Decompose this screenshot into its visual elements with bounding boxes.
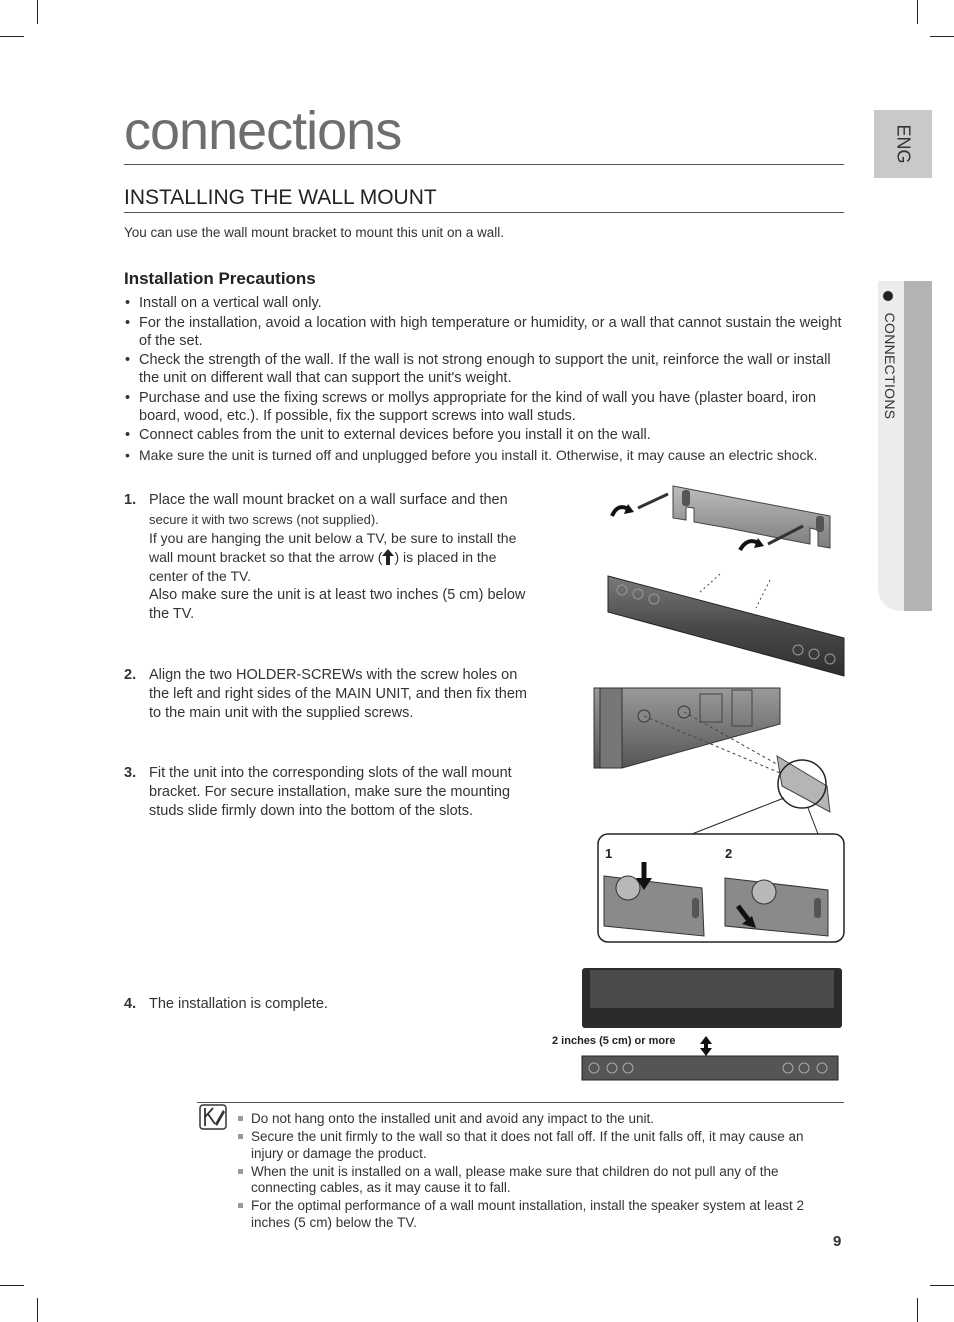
- step-text: Align the two HOLDER-SCREWs with the screw holes on the left and right sides of the MAIN UNIT, and then fix them to the main unit with the supplied screws.: [149, 667, 527, 721]
- double-arrow-icon: [700, 1036, 712, 1056]
- step-text: If you are hanging the unit below a TV, be sure to install the wall mount bracket so that the arrow ( ) is placed in the center of the TV.: [149, 530, 517, 584]
- step-number: 1.: [124, 492, 137, 508]
- section-divider: [124, 212, 844, 213]
- crop-mark: [0, 1285, 24, 1286]
- crop-mark: [917, 0, 918, 24]
- crop-mark: [37, 0, 38, 24]
- language-tab: [874, 110, 932, 178]
- precautions-list: [124, 294, 844, 465]
- notes-divider: [197, 1102, 844, 1103]
- chapter-side-label: CONNECTIONS: [882, 312, 898, 420]
- tv-soundbar-illustration: [580, 966, 844, 1082]
- step-text: Place the wall mount bracket on a wall surface and then: [149, 492, 508, 508]
- language-tab-label: ENG: [893, 124, 914, 164]
- detail-label-1: 1: [605, 846, 613, 861]
- intro-text: You can use the wall mount bracket to mount this unit on a wall.: [124, 225, 504, 240]
- step-4: [124, 995, 534, 1014]
- list-item: • Check the strength of the wall. If the wall is not strong enough to support the unit, reinforce the wall or install the unit on different wall that can support the unit's weight.: [124, 351, 844, 387]
- crop-mark: [917, 1298, 918, 1322]
- step-number: 2.: [124, 667, 137, 683]
- step-3: [124, 764, 534, 821]
- list-item: • For the installation, avoid a location with high temperature or humidity, or a wall that cannot sustain the weight of the set.: [124, 314, 844, 350]
- step-text: Fit the unit into the corresponding slots of the wall mount bracket. For secure installation, make sure the mounting studs slide firmly down into the bottom of the slots.: [149, 765, 512, 819]
- step-1: [124, 491, 534, 624]
- step-number: 3.: [124, 765, 137, 781]
- list-item: • Install on a vertical wall only.: [124, 294, 844, 312]
- list-item: • Make sure the unit is turned off and unplugged before you install it. Otherwise, it may cause an electric shock.: [124, 446, 844, 464]
- precautions-title: Installation Precautions: [124, 269, 316, 288]
- list-item: • Connect cables from the unit to external devices before you install it on the wall.: [124, 426, 844, 444]
- step-text: The installation is complete.: [149, 996, 328, 1012]
- list-item: Secure the unit firmly to the wall so that it does not fall off. If the unit falls off, it may cause an injury or damage the product.: [237, 1129, 827, 1162]
- list-item: • Purchase and use the fixing screws or mollys appropriate for the kind of wall you have (plaster board, iron board, wood, etc.). If possible, fix the support screws into wall studs.: [124, 389, 844, 425]
- step-text: Also make sure the unit is at least two inches (5 cm) below the TV.: [149, 587, 526, 622]
- arrow-up-icon: [382, 549, 394, 565]
- notes-list: [237, 1111, 827, 1233]
- step-number: 4.: [124, 996, 137, 1012]
- step-text: secure it with two screws (not supplied).: [149, 512, 379, 527]
- chapter-bullet-icon: [883, 291, 893, 301]
- page-number: 9: [833, 1233, 842, 1250]
- chapter-title: connections: [124, 101, 402, 161]
- list-item: For the optimal performance of a wall mount installation, install the speaker system at least 2 inches (5 cm) below the TV.: [237, 1198, 827, 1231]
- list-item: Do not hang onto the installed unit and avoid any impact to the unit.: [237, 1111, 827, 1128]
- distance-label: 2 inches (5 cm) or more: [552, 1035, 676, 1047]
- note-pencil-icon: [199, 1104, 227, 1130]
- chapter-divider: [124, 164, 844, 165]
- crop-mark: [37, 1298, 38, 1322]
- crop-mark: [930, 36, 954, 37]
- crop-mark: [930, 1285, 954, 1286]
- bracket-mount-illustration: [598, 478, 846, 678]
- section-title: INSTALLING THE WALL MOUNT: [124, 186, 437, 209]
- holder-screw-illustration: [592, 686, 846, 946]
- step-2: [124, 666, 534, 723]
- detail-label-2: 2: [725, 846, 733, 861]
- list-item: When the unit is installed on a wall, please make sure that children do not pull any of the connecting cables, as it may cause it to fall.: [237, 1164, 827, 1197]
- crop-mark: [0, 36, 24, 37]
